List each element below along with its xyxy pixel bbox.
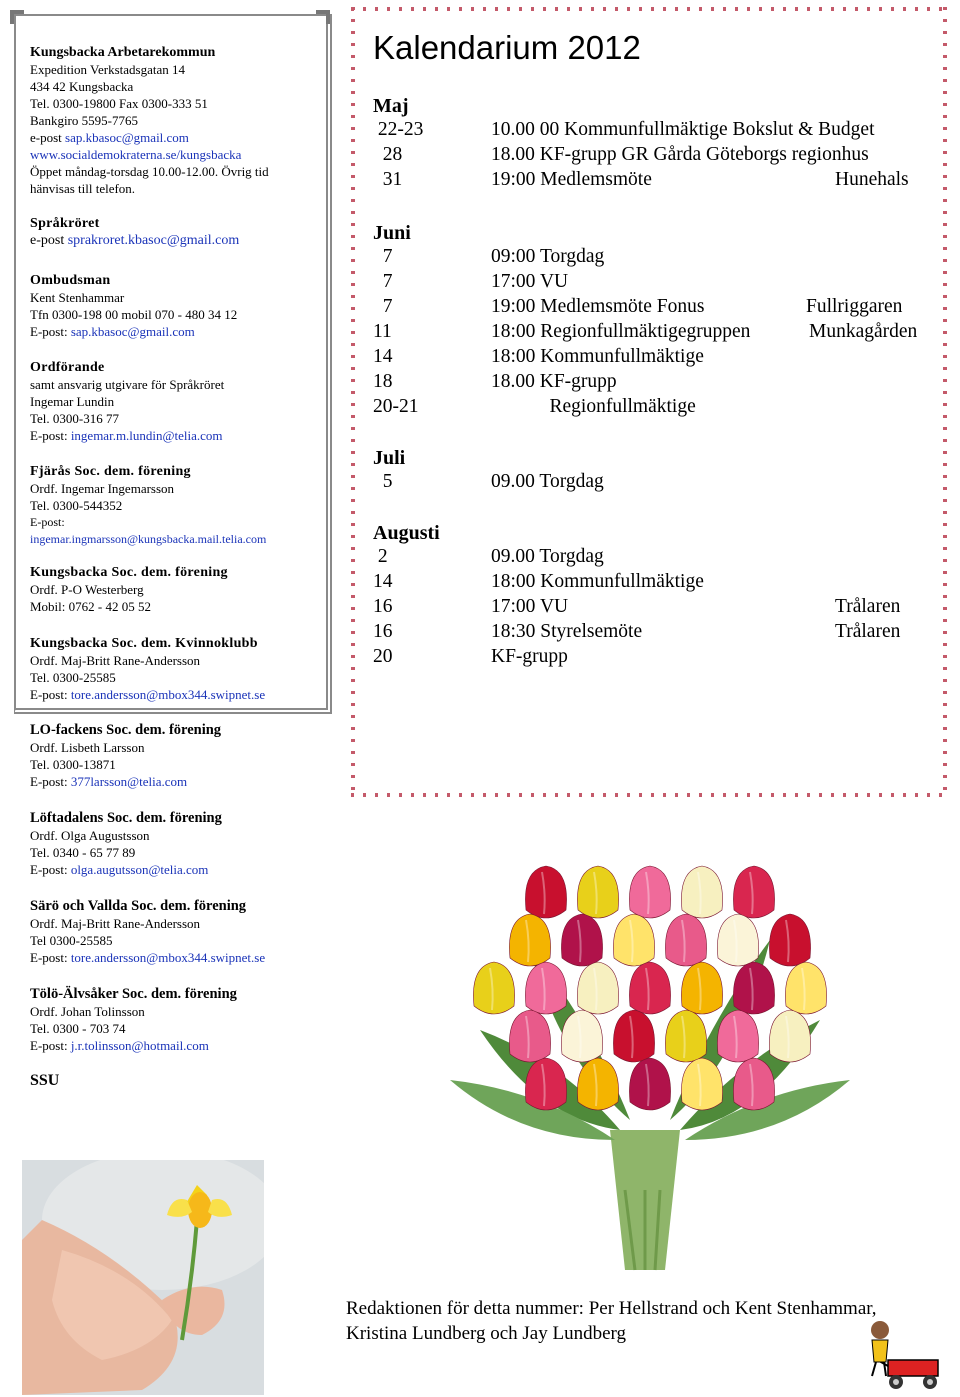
tulip-flower — [769, 914, 810, 966]
tulip-flower — [681, 866, 722, 918]
calendar-row — [373, 169, 943, 194]
section-title: Ordförande — [30, 360, 105, 375]
calendar-month-heading: Juli — [373, 447, 406, 469]
calendar-date: 11 — [373, 321, 392, 342]
calendar-month-heading: Maj — [373, 95, 409, 117]
calendar-row — [373, 119, 943, 144]
calendar-date: 20 — [373, 646, 393, 667]
contact-name: Kent Stenhammar — [30, 290, 125, 305]
contact-name: Ordf. Maj-Britt Rane-Andersson — [30, 916, 201, 931]
calendar-date: 20-21 — [373, 396, 419, 417]
section-title: Ombudsman — [30, 273, 111, 288]
calendar-event: KF-grupp — [491, 646, 568, 667]
ordforande-email-link[interactable]: ingemar.m.lundin@telia.com — [70, 428, 223, 443]
calendar-month-heading: Juni — [373, 222, 411, 244]
calendar-event: 18:30 Styrelsemöte — [491, 621, 643, 642]
calendar-frame — [346, 2, 952, 802]
email-label: e-post — [30, 233, 68, 248]
lo-block — [30, 722, 221, 790]
calendar-event: 18:00 Regionfullmäktigegruppen — [491, 321, 751, 342]
fjaras-email-link[interactable]: ingemar.ingmarsson@kungsbacka.mail.telia.com — [30, 532, 267, 546]
tulip-flower — [733, 962, 774, 1014]
org-line: Expedition Verkstadsgatan 14 — [30, 62, 186, 77]
email-label: e-post — [30, 130, 66, 145]
email-label: E-post: — [30, 950, 71, 965]
section-title: Löftadalens Soc. dem. förening — [30, 810, 222, 826]
contact-phone: Tel. 0300-544352 — [30, 498, 123, 513]
kvinnoklubb-email-link[interactable]: tore.andersson@mbox344.swipnet.se — [70, 687, 266, 702]
org-name: Kungsbacka Arbetarekommun — [30, 45, 216, 60]
calendar-row — [373, 471, 943, 496]
calendar-event: 18:00 Kommunfullmäktige — [491, 346, 704, 367]
section-title: Språkröret — [30, 216, 100, 231]
saro-block — [30, 898, 265, 966]
calendar-row — [373, 271, 943, 296]
section-title: Särö och Vallda Soc. dem. förening — [30, 898, 247, 914]
calendar-row — [373, 296, 943, 321]
contact-phone: Tfn 0300-198 00 mobil 070 - 480 34 12 — [30, 307, 238, 322]
calendar-title: Kalendarium 2012 — [373, 29, 641, 66]
calendar-event: 18.00 KF-grupp — [491, 371, 617, 392]
email-label: E-post: — [30, 515, 65, 529]
email-label: E-post: — [30, 428, 71, 443]
contact-phone: Tel 0300-25585 — [30, 933, 113, 948]
calendar-date: 31 — [373, 169, 403, 190]
org-line: Bankgiro 5595-7765 — [30, 113, 138, 128]
tulip-flower — [665, 914, 706, 966]
ordforande-block — [30, 359, 224, 444]
calendar-row — [373, 571, 943, 596]
tulip-bouquet-image — [420, 830, 880, 1300]
tulip-flower — [629, 962, 670, 1014]
calendar-date: 16 — [373, 596, 393, 617]
calendar-row — [373, 144, 943, 169]
org-hours: hänvisas till telefon. — [30, 181, 136, 196]
tulip-flower — [629, 866, 670, 918]
ombudsman-block — [30, 272, 237, 340]
section-title: Fjärås Soc. dem. förening — [30, 464, 191, 479]
calendar-month-heading: Augusti — [373, 522, 440, 544]
calendar-event: 09.00 Torgdag — [491, 546, 604, 567]
calendar-row — [373, 321, 943, 346]
contact-phone: Tel. 0300-13871 — [30, 757, 116, 772]
calendar-row — [373, 396, 943, 421]
tulip-flower — [509, 914, 550, 966]
calendar-event: 18.00 KF-grupp GR Gårda Göteborgs regionhus — [491, 144, 869, 165]
calendar-event: 17:00 VU — [491, 596, 569, 617]
tulip-flower — [665, 1010, 706, 1062]
tulip-flower — [577, 866, 618, 918]
calendar-event: Regionfullmäktige — [491, 396, 696, 417]
calendar-date: 18 — [373, 371, 393, 392]
tulip-flower — [613, 914, 654, 966]
loftadalen-email-link[interactable]: olga.augutsson@telia.com — [70, 862, 209, 877]
contact-name: Ordf. Lisbeth Larsson — [30, 740, 145, 755]
fjaras-block — [30, 463, 266, 548]
tulip-flower — [733, 866, 774, 918]
section-title: Tölö-Älvsåker Soc. dem. förening — [30, 986, 237, 1002]
section-title: Kungsbacka Soc. dem. förening — [30, 565, 228, 580]
email-label: E-post: — [30, 324, 71, 339]
contact-phone: Tel. 0300 - 703 74 — [30, 1021, 126, 1036]
contact-name: Ordf. Maj-Britt Rane-Andersson — [30, 653, 201, 668]
calendar-date: 2 — [373, 546, 388, 567]
calendar-event: 09:00 Torgdag — [491, 246, 605, 267]
calendar-row — [373, 621, 943, 646]
hand-daffodil-image — [22, 1160, 264, 1395]
tulip-flower — [613, 1010, 654, 1062]
ombudsman-email-link[interactable]: sap.kbasoc@gmail.com — [70, 324, 195, 339]
calendar-location: Hunehals — [835, 169, 909, 190]
calendar-row — [373, 346, 943, 371]
contact-name: Ordf. Johan Tolinsson — [30, 1004, 145, 1019]
contact-name: Ordf. Olga Augustsson — [30, 828, 150, 843]
calendar-date: 7 — [373, 246, 393, 267]
calendar-row — [373, 371, 943, 396]
calendar-location: Fullriggaren — [806, 296, 903, 317]
calendar-event: 09.00 Torgdag — [491, 471, 604, 492]
calendar-event: 19:00 Medlemsmöte Fonus — [491, 296, 705, 317]
ssu-heading: SSU — [30, 1072, 60, 1089]
calendar-event: 19:00 Medlemsmöte — [491, 169, 652, 190]
editorial-credits: Redaktionen för detta nummer: Per Hellstrand och Kent Stenhammar, Kristina Lundberg och Jay Lundberg — [346, 1298, 877, 1344]
calendar-date: 14 — [373, 571, 393, 592]
tulip-flower — [717, 914, 758, 966]
calendar-row — [373, 646, 943, 671]
saro-email-link[interactable]: tore.andersson@mbox344.swipnet.se — [70, 950, 266, 965]
calendar-date: 7 — [373, 296, 393, 317]
calendar-event: 18:00 Kommunfullmäktige — [491, 571, 704, 592]
contact-role: samt ansvarig utgivare för Språkröret — [30, 377, 225, 392]
tolo-email-link[interactable]: j.r.tolinsson@hotmail.com — [70, 1038, 209, 1053]
section-title: LO-fackens Soc. dem. förening — [30, 722, 222, 738]
email-label: E-post: — [30, 687, 71, 702]
kungsbacka-soc-block — [30, 564, 228, 615]
calendar-date: 5 — [373, 471, 393, 492]
email-label: E-post: — [30, 774, 71, 789]
calendar-date: 16 — [373, 621, 393, 642]
tulip-flower — [473, 962, 514, 1014]
child-wagon-cartoon — [860, 1318, 950, 1393]
calendar-date: 14 — [373, 346, 393, 367]
calendar-row — [373, 596, 943, 621]
calendar-event: 10.00 00 Kommunfullmäktige Bokslut & Budget — [491, 119, 875, 140]
calendar-date: 22-23 — [373, 119, 424, 140]
calendar-event: 17:00 VU — [491, 271, 569, 292]
org-email-link[interactable]: sap.kbasoc@gmail.com — [65, 130, 189, 145]
contact-phone: Tel. 0340 - 65 77 89 — [30, 845, 136, 860]
calendar-date: 28 — [373, 144, 403, 165]
tulip-flower — [629, 1058, 670, 1110]
org-block — [30, 44, 269, 197]
section-title: Kungsbacka Soc. dem. Kvinnoklubb — [30, 636, 258, 651]
contact-phone: Mobil: 0762 - 42 05 52 — [30, 599, 151, 614]
org-web-link[interactable]: www.socialdemokraterna.se/kungsbacka — [30, 147, 242, 162]
contact-phone: Tel. 0300-25585 — [30, 670, 116, 685]
tulip-flower — [525, 866, 566, 918]
contact-name: Ordf. Ingemar Ingemarsson — [30, 481, 175, 496]
org-line: Tel. 0300-19800 Fax 0300-333 51 — [30, 96, 208, 111]
contact-phone: Tel. 0300-316 77 — [30, 411, 119, 426]
org-line: 434 42 Kungsbacka — [30, 79, 134, 94]
tulip-flower — [785, 962, 826, 1014]
tolo-block — [30, 986, 237, 1054]
frame-corner — [316, 10, 330, 24]
calendar-row — [373, 546, 943, 571]
tulip-flower — [561, 914, 602, 966]
calendar-date: 7 — [373, 271, 393, 292]
loftadalen-block — [30, 810, 222, 878]
lo-email-link[interactable]: 377larsson@telia.com — [70, 774, 188, 789]
calendar-location: Trålaren — [835, 621, 901, 642]
tulip-flower — [681, 962, 722, 1014]
kvinnoklubb-block — [30, 635, 265, 703]
email-label: E-post: — [30, 862, 71, 877]
tulip-flower — [509, 1010, 550, 1062]
email-label: E-post: — [30, 1038, 71, 1053]
calendar-row — [373, 246, 943, 271]
calendar-location: Trålaren — [835, 596, 901, 617]
calendar-location: Munkagården — [809, 321, 918, 342]
org-hours: Öppet måndag-torsdag 10.00-12.00. Övrig tid — [30, 164, 269, 179]
contact-name: Ordf. P-O Westerberg — [30, 582, 144, 597]
tulip-flower — [525, 962, 566, 1014]
sprakroret-email-link[interactable]: sprakroret.kbasoc@gmail.com — [67, 233, 240, 248]
frame-corner — [10, 10, 24, 24]
sprakroret-block — [30, 215, 239, 249]
contact-name: Ingemar Lundin — [30, 394, 115, 409]
tulip-flower — [577, 962, 618, 1014]
tulip-flower — [769, 1010, 810, 1062]
